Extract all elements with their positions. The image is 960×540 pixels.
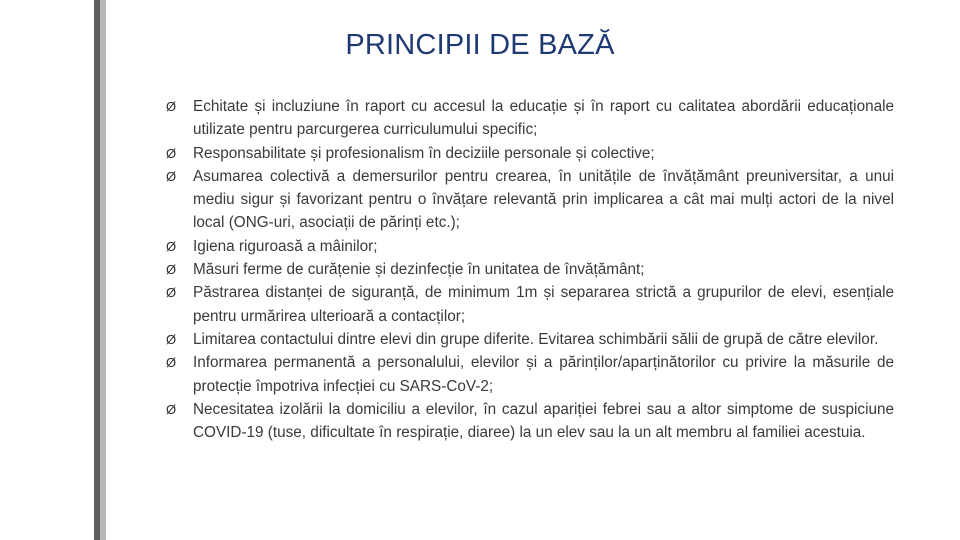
principles-list: [160, 95, 894, 444]
decorative-bar-light: [100, 0, 106, 540]
arrow-bullet-icon: Ø: [166, 355, 177, 371]
list-item-text: Echitate și incluziune în raport cu accesul la educație și în raport cu calitatea abordării educaționale utilizate pentru parcurgerea curriculumului specific;: [193, 98, 894, 139]
arrow-bullet-icon: Ø: [166, 262, 177, 278]
list-item: [160, 235, 894, 258]
arrow-bullet-icon: Ø: [166, 168, 177, 184]
list-item-text: Necesitatea izolării la domiciliu a elevilor, în cazul apariției febrei sau a altor simptome de suspiciune COVID-19 (tuse, dificultate în respirație, diaree) la un elev sau la un alt membru al familiei acestuia.: [193, 400, 894, 442]
list-item: [160, 95, 894, 142]
list-item-text: Asumarea colectivă a demersurilor pentru crearea, în unitățile de învățământ preuniversitar, a unui mediu sigur și favorizant pentru o învățare relevantă prin implicarea a cât mai mulți actori de la nivel local (ONG-uri, asociații de părinți etc.);: [193, 167, 894, 232]
list-item: [160, 281, 894, 328]
arrow-bullet-icon: Ø: [166, 99, 177, 114]
arrow-bullet-icon: Ø: [166, 331, 177, 347]
list-item-text: Responsabilitate și profesionalism în deciziile personale și colective;: [193, 144, 655, 162]
list-item-text: Informarea permanentă a personalului, elevilor și a părinților/aparținătorilor cu privire la măsurile de protecție împotriva infecției cu SARS-CoV-2;: [193, 354, 894, 395]
list-item: [160, 398, 894, 445]
arrow-bullet-icon: Ø: [166, 238, 177, 254]
list-item: [160, 165, 894, 235]
arrow-bullet-icon: Ø: [166, 145, 177, 161]
list-item: [160, 142, 894, 165]
list-item-text: Igiena riguroasă a mâinilor;: [193, 237, 378, 255]
list-item: [160, 328, 894, 351]
list-item-text: Limitarea contactului dintre elevi din grupe diferite. Evitarea schimbării sălii de grupă de către elevilor.: [193, 330, 879, 348]
arrow-bullet-icon: Ø: [166, 285, 177, 301]
slide-title: PRINCIPII DE BAZĂ: [345, 29, 615, 61]
list-item: [160, 258, 894, 281]
arrow-bullet-icon: Ø: [166, 401, 177, 417]
list-item-text: Măsuri ferme de curățenie și dezinfecție în unitatea de învățământ;: [193, 261, 645, 279]
list-item: [160, 351, 894, 398]
list-item-text: Păstrarea distanței de siguranță, de minimum 1m și separarea strictă a grupurilor de elevi, esențiale pentru urmărirea ulterioară a contacților;: [193, 284, 894, 325]
